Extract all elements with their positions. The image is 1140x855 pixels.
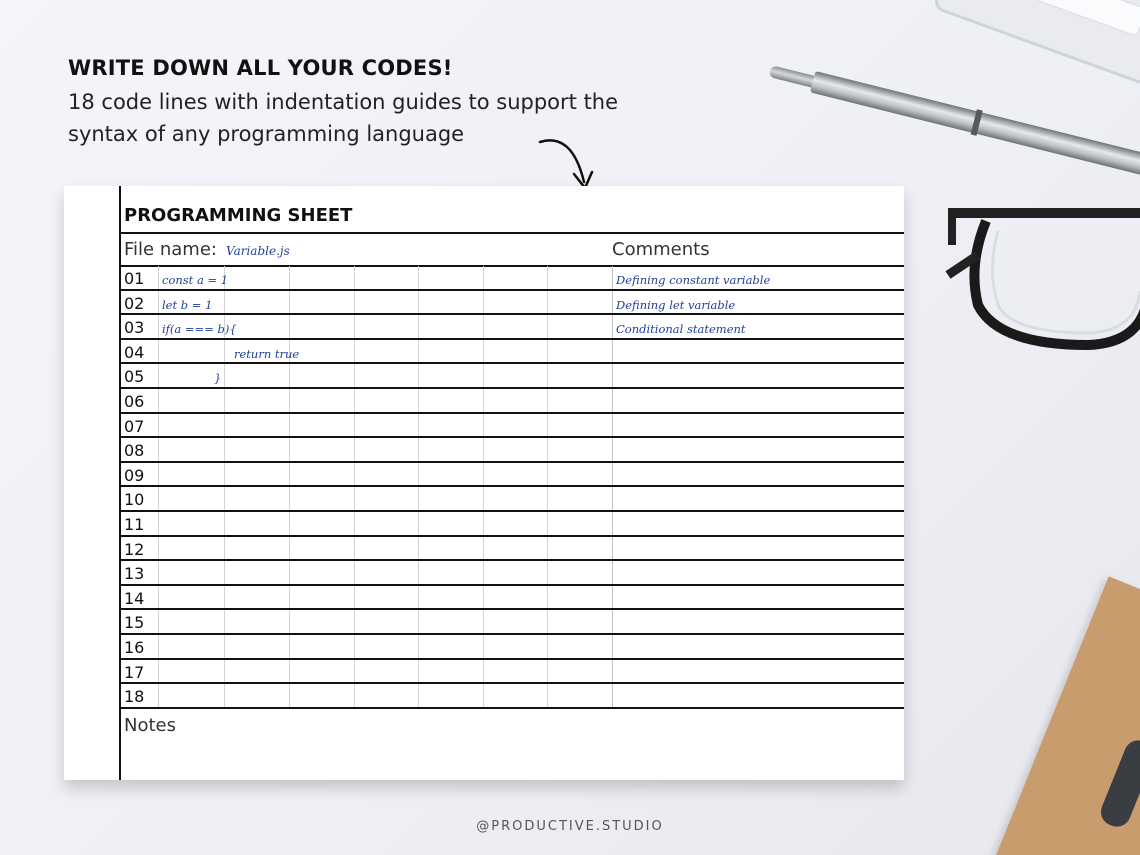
promo-subline-line-2: syntax of any programming language <box>68 122 465 146</box>
file-name-value: Variable.js <box>226 244 290 258</box>
code-line[interactable] <box>64 266 904 291</box>
line-number: 09 <box>124 465 145 485</box>
line-number: 08 <box>124 441 145 461</box>
promo-headline: WRITE DOWN ALL YOUR CODES! <box>68 56 453 80</box>
line-number: 17 <box>124 662 145 682</box>
line-rule <box>119 707 904 709</box>
line-number: 15 <box>124 613 145 633</box>
code-line[interactable] <box>64 635 904 660</box>
comment-text: Defining let variable <box>616 297 736 312</box>
line-number: 16 <box>124 638 145 657</box>
comments-label: Comments <box>612 239 710 260</box>
code-line[interactable] <box>64 389 904 414</box>
code-line[interactable] <box>64 414 904 439</box>
code-line[interactable] <box>64 438 904 463</box>
line-number: 12 <box>124 539 145 559</box>
code-line[interactable] <box>64 610 904 635</box>
code-line[interactable] <box>64 512 904 537</box>
code-line[interactable] <box>64 463 904 488</box>
title-rule <box>119 232 904 234</box>
line-number: 14 <box>124 588 145 608</box>
code-line[interactable] <box>64 340 904 365</box>
code-text: return true <box>234 346 300 361</box>
code-line[interactable] <box>64 537 904 562</box>
comment-text: Defining constant variable <box>616 273 771 287</box>
sheet-title: PROGRAMMING SHEET <box>124 205 353 226</box>
comment-text: Conditional statement <box>616 322 746 337</box>
code-line[interactable] <box>64 364 904 389</box>
line-number: 03 <box>124 318 145 338</box>
notes-label: Notes <box>124 715 176 736</box>
line-number: 01 <box>124 269 145 288</box>
promo-subline <box>68 86 708 150</box>
glasses-icon <box>938 205 1140 355</box>
code-line[interactable] <box>64 586 904 611</box>
code-line[interactable] <box>64 660 904 685</box>
promo-subline-line-1: 18 code lines with indentation guides to support the <box>68 90 619 114</box>
line-number: 06 <box>124 392 145 411</box>
code-line[interactable] <box>64 487 904 512</box>
keyboard-prop <box>932 0 1140 87</box>
notebook-prop <box>985 576 1140 855</box>
line-number: 02 <box>124 293 145 313</box>
code-text: if(a === b){ <box>162 322 237 337</box>
line-number: 13 <box>124 564 145 584</box>
code-line[interactable] <box>64 684 904 709</box>
code-text: } <box>214 371 222 386</box>
line-number: 18 <box>124 687 145 707</box>
line-number: 07 <box>124 416 145 436</box>
programming-sheet <box>64 186 904 780</box>
line-number: 04 <box>124 342 145 362</box>
line-number: 10 <box>124 490 145 510</box>
footer-brand: @PRODUCTIVE.STUDIO <box>476 819 664 834</box>
line-number: 11 <box>124 515 145 534</box>
code-text: const a = 1 <box>162 273 229 287</box>
pen-icon <box>767 58 1140 185</box>
line-number: 05 <box>124 367 145 387</box>
code-line[interactable] <box>64 291 904 316</box>
code-text: let b = 1 <box>162 297 213 312</box>
code-line[interactable] <box>64 315 904 340</box>
file-name-label: File name: <box>124 239 217 260</box>
code-line[interactable] <box>64 561 904 586</box>
